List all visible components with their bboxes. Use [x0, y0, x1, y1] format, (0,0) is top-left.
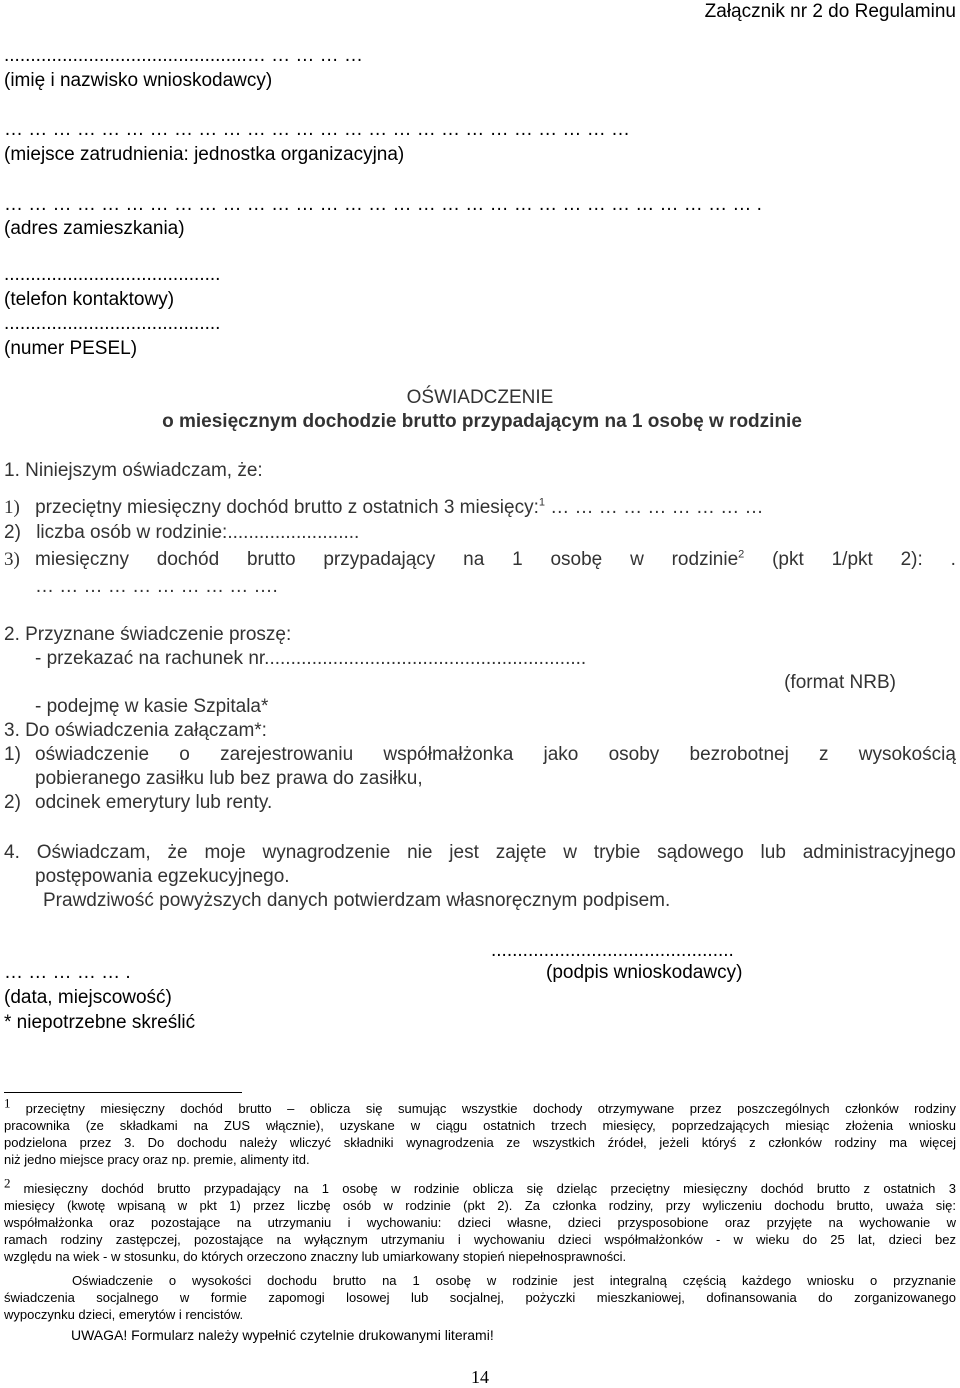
section4-word: lub: [760, 842, 786, 863]
name-dots: ..............................................… … … … …: [4, 45, 363, 66]
section1-item1: [4, 497, 763, 519]
note-line: wypoczynku dzieci, emerytów i rencistów.: [4, 1307, 244, 1322]
section4-word: 4.: [4, 842, 20, 863]
item3-word: brutto: [246, 549, 296, 570]
attachment1-word: oświadczenie: [35, 744, 150, 765]
attachment1-word: współmałżonka: [383, 744, 514, 765]
attachment1-word: wysokością: [858, 744, 956, 765]
footnote-2-line: współmałżonka oraz pozostające na utrzymaniu i wychowaniu: dzieci własne, dzieci przysposobione oraz przyjęte na wychowanie w: [4, 1215, 956, 1230]
item3-number: 3): [4, 549, 20, 570]
section4-word: jest: [449, 842, 479, 863]
attachment1-word: jako: [543, 744, 579, 765]
attachment1-word: zarejestrowaniu: [220, 744, 354, 765]
footnote-1-number: 1: [4, 1095, 11, 1111]
section2-heading: 2. Przyznane świadczenie proszę:: [4, 624, 292, 645]
section1-heading: 1. Niniejszym oświadczam, że:: [4, 460, 263, 481]
item3-word: 1/pkt: [831, 549, 873, 570]
cash-desk-option: - podejmę w kasie Szpitala*: [35, 696, 269, 717]
section4-line2: postępowania egzekucyjnego.: [35, 866, 290, 887]
item3-word: (pkt: [772, 549, 804, 570]
section1-item2: [4, 522, 359, 544]
footnote-1-line: podzielona przez 3. Do dochodu należy wliczyć składniki wynagrodzenia ze wszystkich źródeł, jeżeli któryś z członków rodziny ma więcej: [4, 1135, 956, 1150]
item3-word: .: [950, 549, 956, 570]
date-place-label: (data, miejscowość): [4, 987, 172, 1008]
section4-word: nie: [407, 842, 433, 863]
name-label: (imię i nazwisko wnioskodawcy): [4, 70, 273, 91]
attachment1-word: osoby: [608, 744, 660, 765]
item2-text: liczba osób w rodzinie:.........................: [36, 522, 360, 543]
document-title: OŚWIADCZENIE: [406, 387, 554, 408]
attachment1-line1: [35, 744, 956, 766]
attachment2-number: 2): [4, 792, 21, 813]
section4-word: że: [167, 842, 188, 863]
item3-word: w: [630, 549, 644, 570]
section4-word: sądowego: [657, 842, 744, 863]
item3-word: rodzinie: [671, 549, 739, 570]
item2-number: 2): [4, 522, 21, 543]
section4-word: wynagrodzenie: [262, 842, 391, 863]
page-number: 14: [471, 1367, 489, 1387]
note-line: świadczenia socjalnego w formie zapomogi losowej lub socjalnej, pożyczki mieszkaniowej, dofinansowania do zorganizowanego: [4, 1290, 956, 1305]
footnote-2-line: miesięczny dochód brutto przypadający na 1 osobę w rodzinie oblicza się dzieląc przeciętny miesięczny dochód brutto z ostatnich 3: [23, 1181, 957, 1196]
attachment1-word: o: [179, 744, 190, 765]
signature-dots: ..............................................: [491, 940, 734, 961]
section4-word: trybie: [593, 842, 641, 863]
footnote-separator: [4, 1092, 242, 1093]
workplace-dots: … … … … … … … … … … … … … … … … … … … … … … … … … …: [4, 119, 630, 140]
item3-dots: … … … … … … … … … ….: [35, 576, 278, 597]
footnote-1: [4, 1095, 957, 1168]
footnote-2-line: miesięcy (kwotę wpisaną w pkt 1) przez liczbę osób w rodzinie (pkt 2). Za członka rodziny, przy wyliczeniu dochodu brutto, uważa się:: [4, 1198, 956, 1213]
section4-word: w: [563, 842, 577, 863]
nrb-format-label: (format NRB): [784, 672, 896, 693]
footnote-1-line: pracownika (ze składkami na ZUS włącznie), uzyskane w ciągu ostatnich trzech miesięcy, poprzedzających miesiąc złożenia wniosku: [4, 1118, 956, 1133]
pesel-label: (numer PESEL): [4, 338, 138, 359]
bank-transfer-option: - przekazać na rachunek nr.............................................................: [35, 648, 587, 669]
footnote-1-line: niż jedno miejsce pracy oraz np. premie, alimenty itd.: [4, 1152, 310, 1167]
truthfulness-statement: Prawdziwość powyższych danych potwierdzam własnoręcznym podpisem.: [43, 890, 671, 911]
item3-word: przypadający: [323, 549, 436, 570]
footnote-ref-1: 1: [538, 496, 545, 509]
footnote-2-line: ramach rodziny zastępczej, pozostające na wyłącznym utrzymaniu i wychowaniu dzieci współmałżonków - w wieku do 25 lat, dzieci bez: [4, 1232, 956, 1247]
address-label: (adres zamieszkania): [4, 218, 185, 239]
integral-part-note: [4, 1272, 956, 1323]
attachment1-word: z: [819, 744, 829, 765]
note-line: Oświadczenie o wysokości dochodu brutto na 1 osobę w rodzinie jest integralną częścią każdego wniosku o przyznanie: [72, 1273, 956, 1288]
item1-dots: … … … … … … … … …: [544, 497, 764, 518]
footnote-2-line: względu na wiek - w stosunku, do których orzeczono znaczny lub umiarkowany stopień niepełnosprawności.: [4, 1249, 627, 1264]
item3-word: dochód: [156, 549, 220, 570]
footnote-1-line: przeciętny miesięczny dochód brutto – oblicza się sumując wszystkie dochody otrzymywane przez poszczególnych członków rodziny: [25, 1101, 957, 1116]
phone-dots: .........................................: [4, 264, 221, 285]
address-dots: … … … … … … … … … … … … … … … … … … … … … … … … … … … … … … … .: [4, 194, 762, 215]
appendix-header: Załącznik nr 2 do Regulaminu: [704, 1, 956, 22]
pesel-dots: .........................................: [4, 313, 221, 334]
item3-word: miesięczny: [35, 549, 129, 570]
document-subtitle: o miesięcznym dochodzie brutto przypadającym na 1 osobę w rodzinie: [162, 411, 802, 432]
item1-text: przeciętny miesięczny dochód brutto z ostatnich 3 miesięcy:: [35, 497, 539, 518]
phone-label: (telefon kontaktowy): [4, 289, 175, 310]
attachment1-word: bezrobotnej: [689, 744, 789, 765]
attachment2-text: odcinek emerytury lub renty.: [35, 792, 273, 813]
section4-word: administracyjnego: [802, 842, 956, 863]
item3-word: 2):: [900, 549, 923, 570]
section4-word: Oświadczam,: [36, 842, 151, 863]
attachment1-number: 1): [4, 744, 21, 765]
footnote-ref-2: 2: [738, 548, 745, 561]
item3-word: 1: [512, 549, 523, 570]
workplace-label: (miejsce zatrudnienia: jednostka organizacyjna): [4, 144, 405, 165]
signature-label: (podpis wnioskodawcy): [546, 962, 743, 983]
section4-word: moje: [204, 842, 246, 863]
section1-item3: [35, 549, 956, 571]
section3-heading: 3. Do oświadczenia załączam*:: [4, 720, 267, 741]
item3-word: osobę: [550, 549, 603, 570]
attachment1-line2: pobieranego zasiłku lub bez prawa do zasiłku,: [35, 768, 423, 789]
section4-word: zajęte: [495, 842, 547, 863]
item1-number: 1): [4, 497, 20, 518]
strike-note: * niepotrzebne skreślić: [4, 1012, 196, 1033]
warning-note: UWAGA! Formularz należy wypełnić czytelnie drukowanymi literami!: [71, 1327, 494, 1343]
item3-word: na: [463, 549, 485, 570]
date-dots: … … … … … .: [4, 962, 131, 983]
footnote-2: [4, 1175, 957, 1265]
footnote-2-number: 2: [4, 1175, 11, 1191]
section4-line1: [4, 842, 956, 864]
